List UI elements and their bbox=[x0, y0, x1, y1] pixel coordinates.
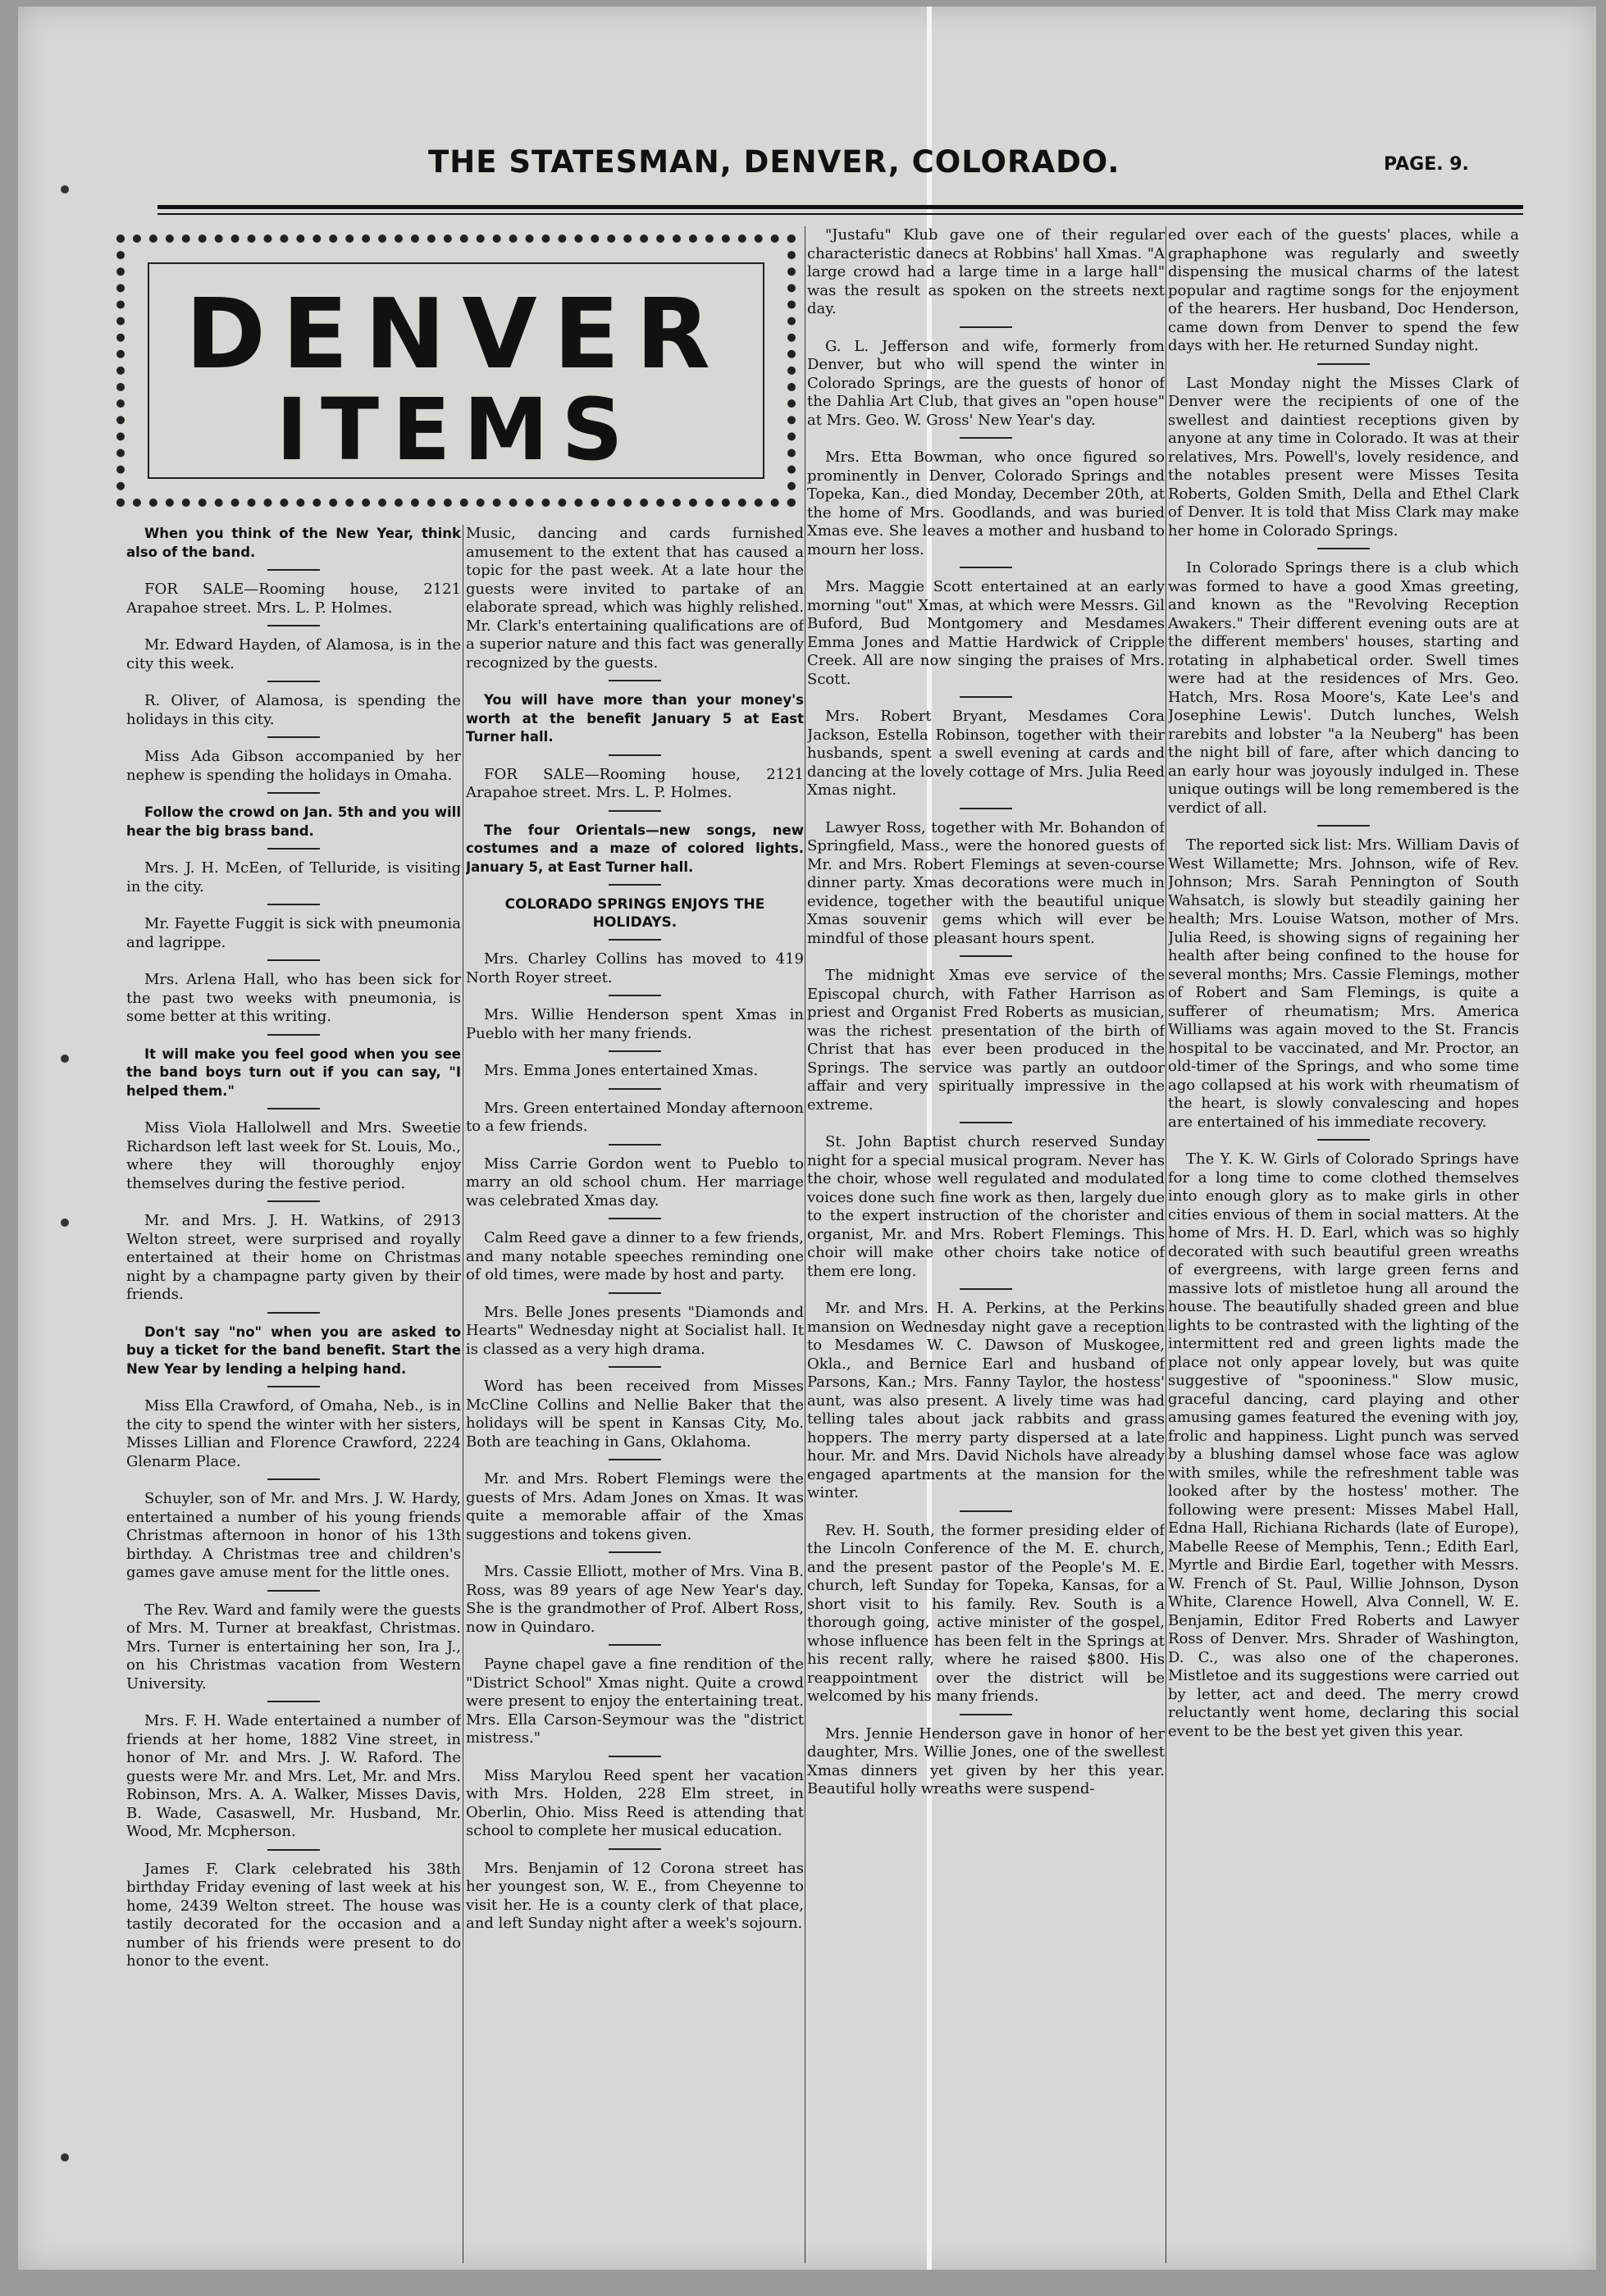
item-separator bbox=[609, 884, 661, 886]
news-item: Don't say "no" when you are asked to buy a ticket for the band benefit. Start the New Year by lending a helping hand. bbox=[126, 1323, 461, 1377]
news-item: Miss Carrie Gordon went to Pueblo to marry an old school chum. Her marriage was celebrated Xmas day. bbox=[466, 1155, 804, 1210]
item-separator bbox=[609, 1292, 661, 1294]
news-item: Mr. and Mrs. J. H. Watkins, of 2913 Welton street, were surprised and royally entertained at their home on Christmas night by a champagne party given by their friends. bbox=[126, 1212, 461, 1303]
item-separator bbox=[609, 680, 661, 681]
item-separator bbox=[609, 810, 661, 812]
item-separator bbox=[267, 792, 320, 794]
news-item: FOR SALE—Rooming house, 2121 Arapahoe street. Mrs. L. P. Holmes. bbox=[466, 765, 804, 801]
item-separator bbox=[267, 1200, 320, 1202]
item-separator bbox=[960, 1510, 1012, 1512]
item-separator bbox=[609, 1644, 661, 1646]
item-separator bbox=[267, 1386, 320, 1387]
masthead-rule bbox=[157, 205, 1523, 209]
news-item: FOR SALE—Rooming house, 2121 Arapahoe street. Mrs. L. P. Holmes. bbox=[126, 581, 461, 617]
news-item: Mrs. Charley Collins has moved to 419 North Royer street. bbox=[466, 950, 804, 986]
item-separator bbox=[609, 1144, 661, 1146]
item-separator bbox=[1317, 825, 1370, 827]
news-item: Miss Ella Crawford, of Omaha, Neb., is in the city to spend the winter with her sisters, Misses Lillian and Florence Crawford, 2224 Glenarm Place. bbox=[126, 1397, 461, 1470]
column-2 bbox=[466, 525, 804, 2263]
news-item: Mr. and Mrs. H. A. Perkins, at the Perkins mansion on Wednesday night gave a reception to Mesdames W. C. Dawson of Muskogee, Okla., and Bernice Earl and husband of Parsons, Kan.; Mrs. Fanny Taylor, the hostess' aunt, was also present. A lively time was had telling tales about jack rabbits and grass hoppers. The merry party dispersed at a late hour. Mr. and Mrs. David Nichols have already engaged apartments at the mansion for the winter. bbox=[807, 1300, 1165, 1501]
news-item: Mr. Edward Hayden, of Alamosa, is in the city this week. bbox=[126, 636, 461, 672]
item-separator bbox=[960, 955, 1012, 957]
item-separator bbox=[609, 1218, 661, 1219]
news-item: Mrs. Belle Jones presents "Diamonds and Hearts" Wednesday night at Socialist hall. It is classed as a very high drama. bbox=[466, 1303, 804, 1358]
news-item: The midnight Xmas eve service of the Episcopal church, with Father Harrison as priest and Organist Fred Roberts as musician, was the richest presentation of the birth of Christ that has ever been produced in the Springs. The service was partly an outdoor affair and very spiritually impressive in the extreme. bbox=[807, 967, 1165, 1114]
newspaper-page bbox=[18, 7, 1596, 2270]
masthead-title: THE STATESMAN, DENVER, COLORADO. bbox=[428, 144, 1120, 180]
section-header-box bbox=[116, 235, 796, 507]
item-separator bbox=[267, 904, 320, 905]
news-item: Follow the crowd on Jan. 5th and you will hear the big brass band. bbox=[126, 804, 461, 839]
item-separator bbox=[960, 326, 1012, 328]
item-separator bbox=[960, 567, 1012, 568]
margin-mark bbox=[61, 1219, 69, 1227]
news-item: When you think of the New Year, think also of the band. bbox=[126, 526, 461, 560]
news-item: Mrs. F. H. Wade entertained a number of friends at her home, 1882 Vine street, in honor of Mr. and Mrs. J. W. Raford. The guests were Mr. and Mrs. Let, Mr. and Mrs. Robinson, Mrs. A. A. Walker, Misses Davis, B. Wade, Casaswell, Mr. Husband, Mr. Wood, Mr. Mcpherson. bbox=[126, 1712, 461, 1840]
item-separator bbox=[267, 681, 320, 682]
item-separator bbox=[609, 1551, 661, 1553]
item-separator bbox=[1317, 363, 1370, 365]
news-item: James F. Clark celebrated his 38th birthday Friday evening of last week at his home, 2439 Welton street. The house was tastily decorated for the occasion and a number of his friends were present to do honor to the event. bbox=[126, 1860, 461, 1970]
news-item: The four Orientals—new songs, new costumes and a maze of colored lights. January 5, at East Turner hall. bbox=[466, 822, 804, 875]
news-item: "Justafu" Klub gave one of their regular characteristic danecs at Robbins' hall Xmas. "A large crowd had a large time in a large hall" was the result as spoken on the streets next day. bbox=[807, 226, 1165, 317]
news-item: The Y. K. W. Girls of Colorado Springs have for a long time to come clothed themselves into enough glory as to make girls in other cities envious of them in social matters. At the home of Mrs. H. D. Earl, which was so highly decorated with such beautiful green wreaths of evergreens, with large green ferns and massive lots of mistletoe hung all around the house. The beautifully shaded green and blue lights to be contrasted with the lighting of the intermittent red and green lights made the place not only appear lovely, but was quite suggestive of "spooniness." Slow music, graceful dancing, card playing and other amusing games featured the evening with joy, frolic and happiness. Light punch was served by a blushing damsel whose face was aglow with smiles, while the refreshment table was looked after by the hostess' mother. The following were present: Misses Mabel Hall, Edna Hall, Richiana Richards (late of Europe), Mabelle Reese of Memphis, Tenn.; Edith Earl, Myrtle and Birdie Earl, together with Messrs. W. French of St. Paul, Willie Johnson, Dyson White, Clarence Howell, Alva Connell, W. E. Benjamin, Editor Fred Roberts and Lawyer Ross of Denver. Mrs. Shrader of Washington, D. C., was also one of the chaperones. Mistletoe and its suggestions were carried out by letter, act and deed. The merry crowd reluctantly went home, declaring this social event to be the best yet given this year. bbox=[1168, 1150, 1519, 1740]
item-separator bbox=[960, 1288, 1012, 1290]
news-item: Miss Viola Hallolwell and Mrs. Sweetie Richardson left last week for St. Louis, Mo., where they will thoroughly enjoy themselves during the festive period. bbox=[126, 1119, 461, 1192]
item-separator bbox=[267, 848, 320, 850]
news-item: Payne chapel gave a fine rendition of the "District School" Xmas night. Quite a crowd were present to enjoy the entertaining treat. Mrs. Ella Carson-Seymour was the "district mistress." bbox=[466, 1656, 804, 1747]
section-header-inner bbox=[148, 262, 764, 479]
margin-mark bbox=[61, 1055, 69, 1063]
news-item: Miss Ada Gibson accompanied by her nephew is spending the holidays in Omaha. bbox=[126, 748, 461, 784]
section-header-line2: ITEMS bbox=[276, 380, 636, 480]
news-item: Mrs. Green entertained Monday afternoon to a few friends. bbox=[466, 1099, 804, 1135]
item-separator bbox=[960, 1714, 1012, 1715]
item-separator bbox=[267, 1849, 320, 1851]
news-item: Mrs. Emma Jones entertained Xmas. bbox=[484, 1062, 759, 1079]
item-separator bbox=[609, 1088, 661, 1090]
item-separator bbox=[267, 959, 320, 961]
item-separator bbox=[609, 939, 661, 941]
news-item: Mrs. Maggie Scott entertained at an early morning "out" Xmas, at which were Messrs. Gil Buford, Bud Montgomery and Mesdames Emma Jones and Mattie Hardwick of Cripple Creek. All are now singing the praises of Mrs. Scott. bbox=[807, 578, 1165, 688]
item-separator bbox=[267, 569, 320, 571]
item-separator bbox=[267, 1478, 320, 1480]
item-separator bbox=[609, 1050, 661, 1052]
column-3 bbox=[807, 226, 1165, 2263]
news-item: Mrs. J. H. McEen, of Telluride, is visiting in the city. bbox=[126, 859, 461, 895]
news-item: Last Monday night the Misses Clark of Denver were the recipients of one of the swellest and daintiest receptions given by anyone at any time in Colorado. It was at their relatives, Mrs. Powell's, lovely residence, and the notables present were Misses Tesita Roberts, Golden Smith, Della and Ethel Clark of Denver. It is told that Miss Clark may make her home in Colorado Springs. bbox=[1168, 374, 1519, 540]
news-item: Word has been received from Misses McCline Collins and Nellie Baker that the holidays will be spent in Kansas City, Mo. Both are teaching in Gans, Oklahoma. bbox=[466, 1378, 804, 1451]
margin-mark bbox=[61, 185, 69, 194]
item-separator bbox=[609, 1848, 661, 1850]
news-item: Rev. H. South, the former presiding elder of the Lincoln Conference of the M. E. church, and the present pastor of the People's M. E. church, left Sunday for Topeka, Kansas, for a short visit to his family. Rev. South is a thorough going, active minister of the gospel, whose influence has been felt in the Springs at his recent rally, where he raised $800. His reappointment over the district will be welcomed by his many friends. bbox=[807, 1521, 1165, 1705]
item-separator bbox=[267, 1312, 320, 1314]
news-item: Schuyler, son of Mr. and Mrs. J. W. Hardy, entertained a number of his young friends Christmas afternoon in honor of his 13th birthday. A Christmas tree and children's games gave amuse ment for the little ones. bbox=[126, 1490, 461, 1581]
news-item: You will have more than your money's worth at the benefit January 5 at East Turner hall. bbox=[466, 692, 804, 745]
news-item: The reported sick list: Mrs. William Davis of West Willamette; Mrs. Johnson, wife of Rev. Johnson; Mrs. Sarah Pennington of South Wahsatch, is slowly but steadily gaining her health; Mrs. Louise Watson, mother of Mrs. Julia Reed, is showing signs of regaining her health after being confined to the house for several months; Mrs. Cassie Flemings, mother of Robert and Sam Flemings, is quite a sufferer of rheumatism; Mrs. America Williams was again moved to the St. Francis hospital to be vaccinated, and Mr. Proctor, an old-timer of the Springs, and who some time ago collapsed at his work with rheumatism of the heart, is slowly convalescing and hopes are entertained of his immediate recovery. bbox=[1168, 836, 1519, 1131]
masthead-rule-thin bbox=[157, 213, 1523, 215]
column-subheading: COLORADO SPRINGS ENJOYS THE HOLIDAYS. bbox=[504, 896, 765, 931]
news-item: Mrs. Benjamin of 12 Corona street has her youngest son, W. E., from Cheyenne to visit her. He is a county clerk of that place, and left Sunday night after a week's sojourn. bbox=[466, 1859, 804, 1932]
news-item: Mrs. Arlena Hall, who has been sick for the past two weeks with pneumonia, is some better at this writing. bbox=[126, 971, 461, 1025]
news-item: Calm Reed gave a dinner to a few friends, and many notable speeches reminding one of old times, were made by host and party. bbox=[466, 1229, 804, 1283]
news-item: Mrs. Robert Bryant, Mesdames Cora Jackson, Estella Robinson, together with their husbands, spent a swell evening at cards and dancing at the lovely cottage of Mrs. Julia Reed Xmas night. bbox=[807, 708, 1165, 799]
item-separator bbox=[960, 808, 1012, 809]
news-item: Miss Marylou Reed spent her vacation with Mrs. Holden, 228 Elm street, in Oberlin, Ohio. Miss Reed is attending that school to complete her musical education. bbox=[466, 1766, 804, 1839]
section-header-line1: DENVER bbox=[185, 277, 728, 390]
news-item: Mrs. Jennie Henderson gave in honor of her daughter, Mrs. Willie Jones, one of the swellest Xmas dinners yet given by her this year. Beautiful holly wreaths were suspend- bbox=[807, 1724, 1165, 1797]
margin-mark bbox=[61, 2153, 69, 2162]
page-number: PAGE. 9. bbox=[1384, 154, 1469, 175]
item-separator bbox=[267, 736, 320, 738]
item-separator bbox=[609, 754, 661, 756]
news-item: G. L. Jefferson and wife, formerly from Denver, but who will spend the winter in Colorado Springs, are the guests of honor of the Dahlia Art Club, that gives an "open house" at Mrs. Geo. W. Gross' New Year's day. bbox=[807, 337, 1165, 429]
news-item: Mr. Fayette Fuggit is sick with pneumonia and lagrippe. bbox=[126, 915, 461, 951]
news-item: In Colorado Springs there is a club which was formed to have a good Xmas greeting, and known as the "Revolving Reception Awakers." Their different evening outs are at the different members' houses, starting and rotating in alphabetical order. Swell times were had at the residences of Mrs. Geo. Hatch, Mrs. Rosa Moore's, Kate Lee's and Josephine Lewis'. Dutch lunches, Welsh rarebits and lobster "a la Neuberg" has been the night bill of fare, after which dancing to an early hour was joyously indulged in. These unique outings will be long remembered is the verdict of all. bbox=[1168, 559, 1519, 817]
item-separator bbox=[1317, 548, 1370, 549]
item-separator bbox=[609, 1366, 661, 1368]
news-item: Lawyer Ross, together with Mr. Bohandon of Springfield, Mass., were the honored guests of Mr. and Mrs. Robert Flemings at seven-course dinner party. Xmas decorations were much in evidence, together with the beautiful unique Xmas souvenir gems which will ever be mindful of those pleasant hours spent. bbox=[807, 818, 1165, 947]
item-separator bbox=[609, 995, 661, 996]
item-separator bbox=[960, 1122, 1012, 1123]
news-item: The Rev. Ward and family were the guests of Mrs. M. Turner at breakfast, Christmas. Mrs. Turner is entertaining her son, Ira J., on his Christmas vacation from Western University. bbox=[126, 1601, 461, 1692]
news-item: Mr. and Mrs. Robert Flemings were the guests of Mrs. Adam Jones on Xmas. It was quite a memorable affair of the Xmas suggestions and tokens given. bbox=[466, 1470, 804, 1543]
news-item: It will make you feel good when you see the band boys turn out if you can say, "I helped them." bbox=[126, 1046, 461, 1099]
item-separator bbox=[267, 1034, 320, 1036]
item-separator bbox=[960, 437, 1012, 439]
news-item: R. Oliver, of Alamosa, is spending the holidays in this city. bbox=[126, 692, 461, 728]
item-separator bbox=[267, 1108, 320, 1109]
item-separator bbox=[267, 1590, 320, 1592]
column-4 bbox=[1168, 226, 1519, 2263]
item-separator bbox=[609, 1459, 661, 1460]
news-item: Mrs. Willie Henderson spent Xmas in Pueblo with her many friends. bbox=[466, 1006, 804, 1042]
item-separator bbox=[960, 696, 1012, 698]
column-1 bbox=[126, 525, 461, 2263]
item-separator bbox=[609, 1756, 661, 1757]
item-separator bbox=[1317, 1139, 1370, 1141]
item-separator bbox=[267, 1701, 320, 1702]
news-item: Mrs. Cassie Elliott, mother of Mrs. Vina B. Ross, was 89 years of age New Year's day. She is the grandmother of Prof. Albert Ross, now in Quindaro. bbox=[466, 1563, 804, 1636]
news-item: Music, dancing and cards furnished amusement to the extent that has caused a topic for the past week. At a late hour the guests were invited to partake of an elaborate spread, which was highly relished. Mr. Clark's entertaining qualifications are of a superior nature and this fact was generally recognized by the guests. bbox=[466, 525, 804, 672]
news-item: ed over each of the guests' places, while a graphaphone was regularly and sweetly dispensing the musical charms of the latest popular and ragtime songs for the enjoyment of the hearers. Her husband, Doc Henderson, came down from Denver to spend the few days with her. He returned Sunday night. bbox=[1168, 226, 1519, 354]
news-item: St. John Baptist church reserved Sunday night for a special musical program. Never has the choir, whose well regulated and modulated voices done such fine work as then, largely due to the expert instruction of the chorister and organist, Mr. and Mrs. Robert Flemings. This choir will make other choirs take notice of them ere long. bbox=[807, 1133, 1165, 1280]
news-item: Mrs. Etta Bowman, who once figured so prominently in Denver, Colorado Springs and Topeka, Kan., died Monday, December 20th, at the home of Mrs. Goodlands, and was buried Xmas eve. She leaves a mother and husband to mourn her loss. bbox=[807, 449, 1165, 558]
item-separator bbox=[267, 625, 320, 626]
